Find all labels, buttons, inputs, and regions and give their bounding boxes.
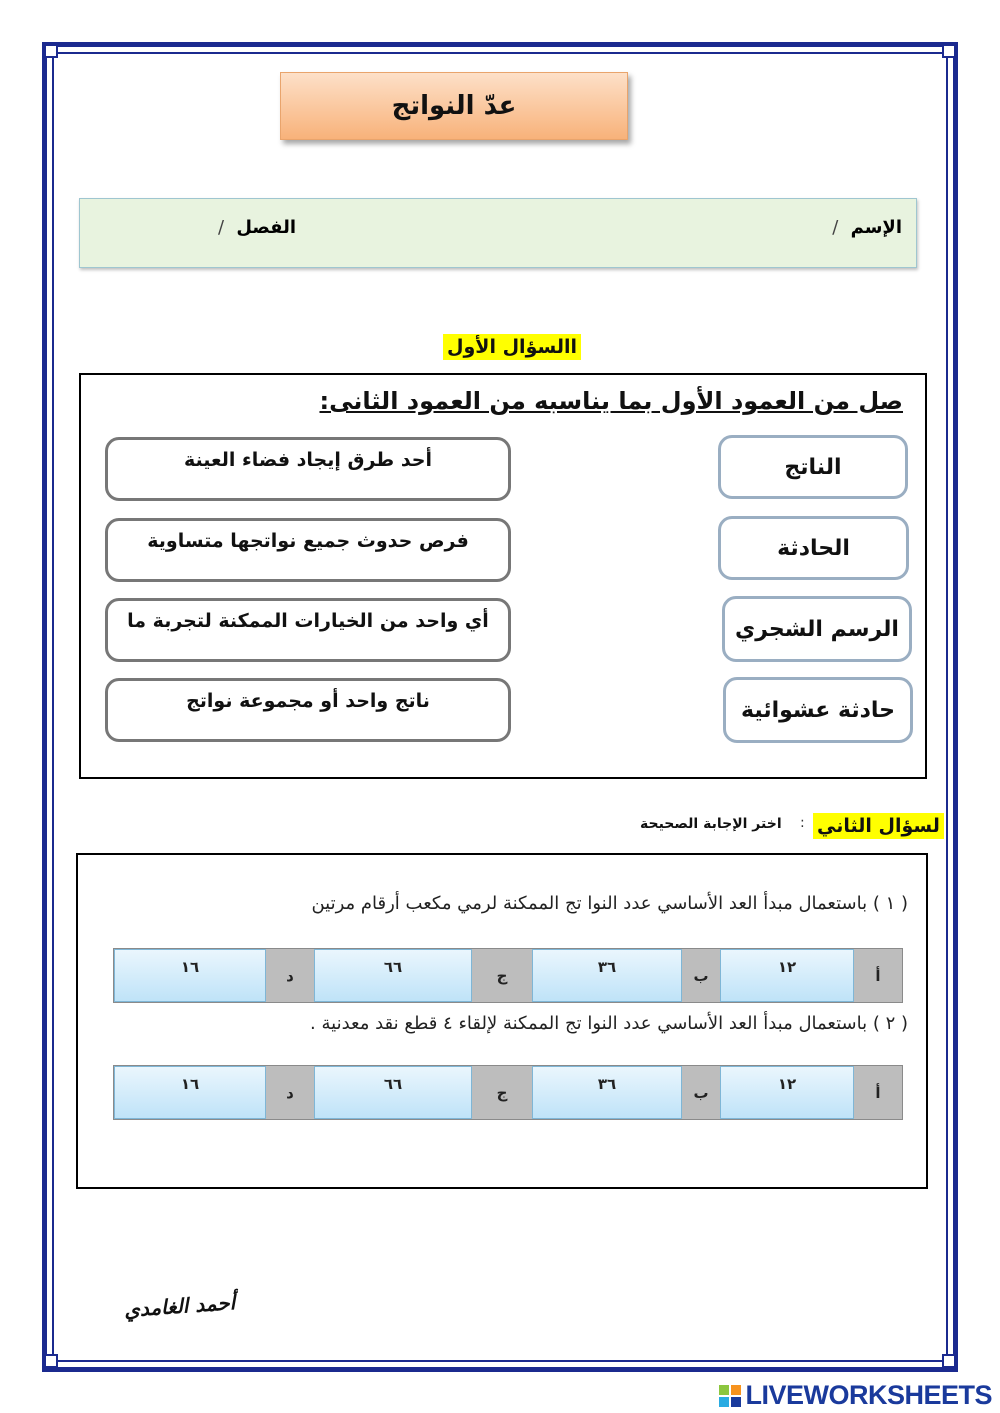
name-label: الإسم	[850, 217, 902, 238]
worksheet-title-text: عدّ النواتج	[391, 91, 517, 121]
question-2-label: لسؤال الثاني	[813, 813, 944, 839]
question-1-label: االسؤال الأول	[443, 334, 581, 360]
mcq-1-option-d-value[interactable]: ١٦	[114, 949, 266, 1002]
match-right-item-1[interactable]: الناتج	[718, 435, 908, 499]
mcq-1-option-d-letter[interactable]: د	[266, 949, 314, 1002]
match-left-item-2[interactable]: فرص حدوث جميع نواتجها متساوية	[105, 518, 511, 582]
mcq-2-option-b-letter[interactable]: ب	[682, 1066, 720, 1119]
question-2-box	[76, 853, 928, 1189]
mcq-2-option-d-value[interactable]: ١٦	[114, 1066, 266, 1119]
mcq-2-option-b-value[interactable]: ٣٦	[532, 1066, 682, 1119]
class-separator: /	[217, 217, 225, 238]
match-right-item-2[interactable]: الحادثة	[718, 516, 909, 580]
worksheet-title	[280, 72, 628, 140]
mcq-1-option-a-value[interactable]: ١٢	[720, 949, 854, 1002]
class-label: الفصل	[236, 217, 296, 238]
mcq-2-text: ( ٢ ) باستعمال مبدأ العد الأساسي عدد النوا تج الممكنة لإلقاء ٤ قطع نقد معدنية .	[310, 1013, 908, 1034]
name-field[interactable]	[832, 217, 902, 238]
match-left-item-4[interactable]: ناتج واحد أو مجموعة نواتج	[105, 678, 511, 742]
class-field[interactable]	[218, 217, 296, 238]
mcq-1-options	[113, 948, 903, 1003]
name-separator: /	[832, 217, 839, 238]
corner-ornament-bottom-left	[44, 1354, 58, 1368]
mcq-1-option-c-letter[interactable]: ج	[472, 949, 532, 1002]
mcq-2-option-a-value[interactable]: ١٢	[720, 1066, 854, 1119]
mcq-2-option-d-letter[interactable]: د	[266, 1066, 314, 1119]
mcq-1-option-c-value[interactable]: ٦٦	[314, 949, 472, 1002]
student-info-bar	[79, 198, 917, 268]
question-1-box	[79, 373, 927, 779]
mcq-1-option-a-letter[interactable]: أ	[854, 949, 902, 1002]
question-2-colon: :	[800, 815, 805, 831]
corner-ornament-top-left	[44, 44, 58, 58]
mcq-2-option-c-letter[interactable]: ج	[472, 1066, 532, 1119]
mcq-2-option-c-value[interactable]: ٦٦	[314, 1066, 472, 1119]
mcq-2-options	[113, 1065, 903, 1120]
question-2-instruction: اختر الإجابة الصحيحة	[640, 816, 782, 832]
liveworksheets-brand-text: LIVEWORKSHEETS	[745, 1380, 992, 1410]
mcq-1-text: ( ١ ) باستعمال مبدأ العد الأساسي عدد النوا تج الممكنة لرمي مكعب أرقام مرتين	[311, 893, 908, 914]
mcq-1-option-b-letter[interactable]: ب	[682, 949, 720, 1002]
match-left-item-1[interactable]: أحد طرق إيجاد فضاء العينة	[105, 437, 511, 501]
liveworksheets-brand[interactable]	[719, 1380, 992, 1411]
liveworksheets-logo-icon	[719, 1385, 741, 1407]
question-1-instruction: صل من العمود الأول بما يناسبه من العمود الثانى:	[319, 387, 903, 415]
mcq-2-option-a-letter[interactable]: أ	[854, 1066, 902, 1119]
match-right-item-3[interactable]: الرسم الشجري	[722, 596, 912, 662]
corner-ornament-top-right	[942, 44, 956, 58]
corner-ornament-bottom-right	[942, 1354, 956, 1368]
match-left-item-3[interactable]: أي واحد من الخيارات الممكنة لتجربة ما	[105, 598, 511, 662]
author-signature: أحمد الغامدي	[123, 1290, 236, 1322]
match-right-item-4[interactable]: حادثة عشوائية	[723, 677, 913, 743]
mcq-1-option-b-value[interactable]: ٣٦	[532, 949, 682, 1002]
